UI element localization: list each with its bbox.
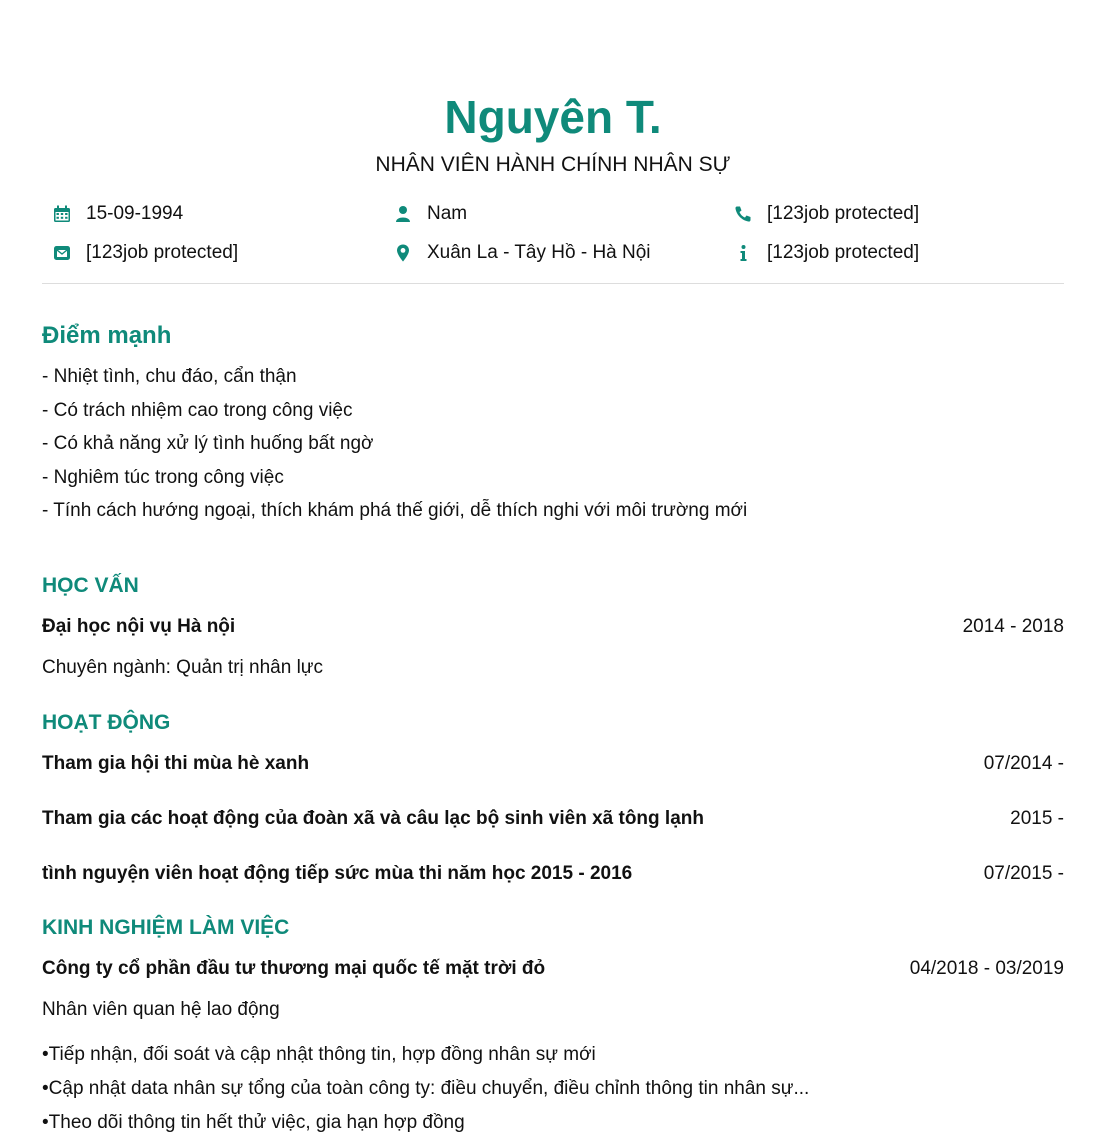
duty-item: •Tiếp nhận, đối soát và cập nhật thông tin, hợp đồng nhân sự mới — [42, 1044, 596, 1065]
activity-row — [42, 860, 1064, 888]
gender-text: Nam — [427, 203, 468, 224]
activity-date: 2015 - — [1010, 808, 1064, 829]
experience-row — [42, 955, 1064, 983]
contact-address — [383, 239, 651, 267]
education-title: HỌC VẤN — [42, 574, 139, 597]
contact-row-2 — [42, 239, 1064, 267]
email-text: [123job protected] — [86, 242, 239, 263]
strengths-title: Điểm mạnh — [42, 322, 172, 349]
contact-row-1 — [42, 200, 1064, 228]
info-icon — [733, 243, 753, 263]
contact-phone — [723, 200, 919, 228]
education-row — [42, 613, 1064, 641]
map-marker-icon — [393, 243, 413, 263]
birthday-text: 15-09-1994 — [86, 203, 184, 224]
phone-icon — [733, 204, 753, 224]
candidate-name: Nguyên T. — [444, 91, 662, 143]
contact-email — [42, 239, 238, 267]
activity-name: tình nguyện viên hoạt động tiếp sức mùa thi năm học 2015 - 2016 — [42, 863, 633, 884]
header-divider — [42, 283, 1064, 284]
education-major: Chuyên ngành: Quản trị nhân lực — [42, 657, 324, 678]
strength-item: - Tính cách hướng ngoại, thích khám phá thế giới, dễ thích nghi với môi trường mới — [42, 500, 748, 521]
education-period: 2014 - 2018 — [962, 616, 1064, 637]
phone-text: [123job protected] — [767, 203, 920, 224]
experience-position: Nhân viên quan hệ lao động — [42, 999, 280, 1020]
school-name: Đại học nội vụ Hà nội — [42, 616, 236, 637]
activity-name: Tham gia các hoạt động của đoàn xã và câu lạc bộ sinh viên xã tông lạnh — [42, 808, 704, 829]
activities-title: HOẠT ĐỘNG — [42, 711, 171, 734]
activity-date: 07/2015 - — [983, 863, 1064, 884]
contact-info — [723, 239, 919, 267]
strength-item: - Có trách nhiệm cao trong công việc — [42, 399, 353, 421]
user-icon — [393, 204, 413, 224]
experience-period: 04/2018 - 03/2019 — [909, 958, 1064, 979]
address-text: Xuân La - Tây Hồ - Hà Nội — [427, 242, 651, 263]
activity-row — [42, 805, 1064, 833]
calendar-icon — [52, 204, 72, 224]
activity-name: Tham gia hội thi mùa hè xanh — [42, 753, 310, 774]
strength-item: - Nhiệt tình, chu đáo, cẩn thận — [42, 366, 297, 387]
duty-item: •Cập nhật data nhân sự tổng của toàn công ty: điều chuyển, điều chỉnh thông tin nhân sự... — [42, 1078, 810, 1099]
company-name: Công ty cổ phần đầu tư thương mại quốc tế mặt trời đỏ — [42, 958, 546, 979]
strength-item: - Có khả năng xử lý tình huống bất ngờ — [42, 433, 374, 454]
strength-item: - Nghiêm túc trong công việc — [42, 466, 284, 488]
duty-item: •Theo dõi thông tin hết thử việc, gia hạn hợp đồng — [42, 1112, 465, 1133]
envelope-icon — [52, 243, 72, 263]
activity-date: 07/2014 - — [983, 753, 1064, 774]
duties-list — [42, 1038, 809, 1140]
experience-title: KINH NGHIỆM LÀM VIỆC — [42, 916, 290, 939]
contact-birthday — [42, 200, 183, 228]
contact-gender — [383, 200, 467, 228]
info-text: [123job protected] — [767, 242, 920, 263]
job-title: NHÂN VIÊN HÀNH CHÍNH NHÂN SỰ — [375, 153, 731, 176]
activity-row — [42, 750, 1064, 778]
strengths-list — [42, 360, 747, 528]
